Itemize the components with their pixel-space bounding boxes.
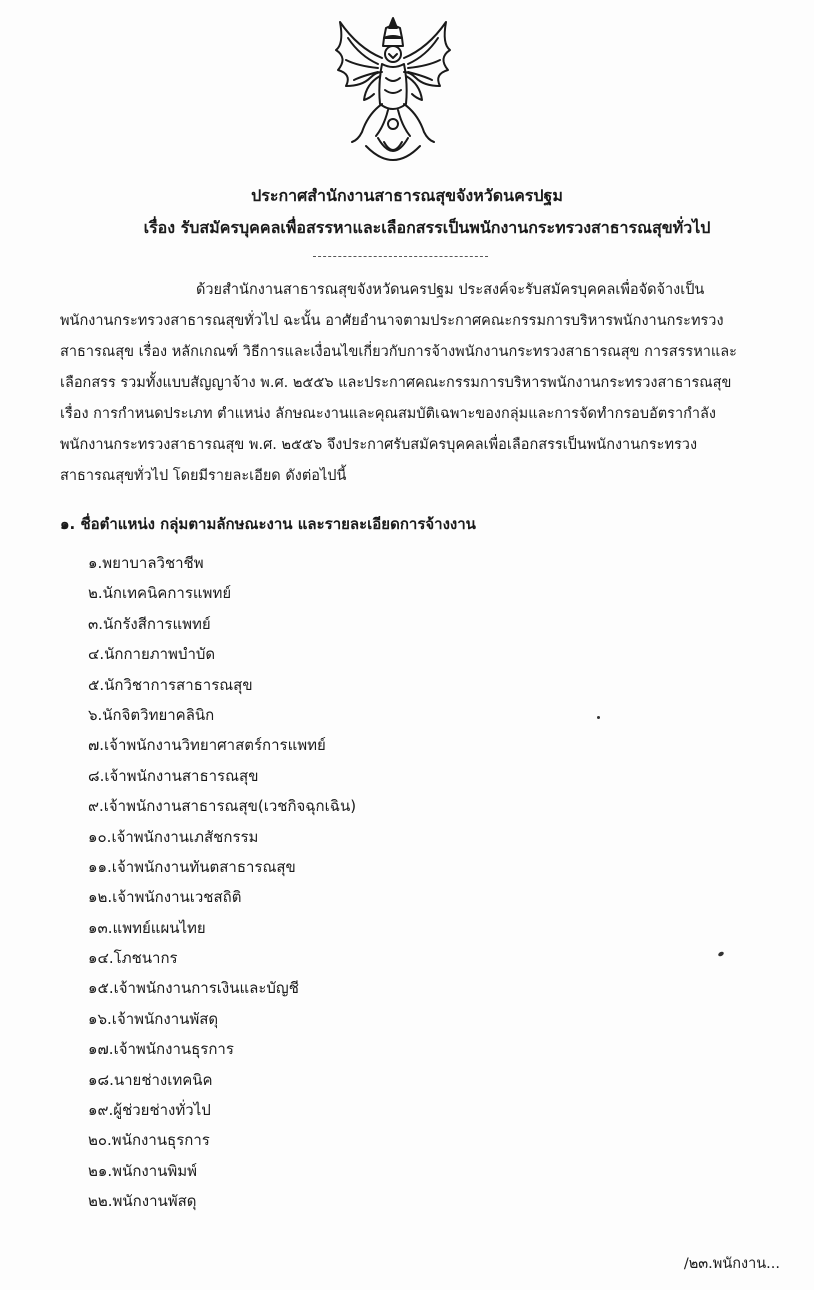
list-item: ๒.นักเทคนิคการแพทย์ [88, 584, 232, 603]
list-item: ๒๒.พนักงานพัสดุ [88, 1192, 197, 1211]
list-item: ๑๓.แพทย์แผนไทย [88, 918, 206, 937]
paragraph-line: เรื่อง การกำหนดประเภท ตำแหน่ง ลักษณะงานและคุณสมบัติเฉพาะของกลุ่มและการจัดทำกรอบอัตรากำลัง [60, 406, 716, 422]
list-item: ๒๐.พนักงานธุรการ [88, 1131, 210, 1150]
list-item: ๒๑.พนักงานพิมพ์ [88, 1161, 198, 1180]
list-item: ๑๕.เจ้าพนักงานการเงินและบัญชี [88, 979, 299, 998]
paragraph-line: เลือกสรร รวมทั้งแบบสัญญาจ้าง พ.ศ. ๒๕๕๖ และประกาศคณะกรรมการบริหารพนักงานกระทรวงสาธารณสุข [60, 375, 732, 391]
list-item: ๑๒.เจ้าพนักงานเวชสถิติ [88, 888, 242, 907]
list-item: ๑๗.เจ้าพนักงานธุรการ [88, 1040, 234, 1059]
list-item: ๑๐.เจ้าพนักงานเภสัชกรรม [88, 827, 259, 846]
announcement-subject: เรื่อง รับสมัครบุคคลเพื่อสรรหาและเลือกสรรเป็นพนักงานกระทรวงสาธารณสุขทั่วไป [143, 218, 711, 237]
list-item: ๖.นักจิตวิทยาคลินิก [88, 705, 215, 724]
paragraph-line: พนักงานกระทรวงสาธารณสุข พ.ศ. ๒๕๕๖ จึงประกาศรับสมัครบุคคลเพื่อเลือกสรรเป็นพนักงานกระทรวง [60, 437, 698, 453]
paragraph-line: สาธารณสุขทั่วไป โดยมีรายละเอียด ดังต่อไปนี้ [60, 468, 347, 484]
scan-speck [717, 951, 724, 957]
list-item: ๕.นักวิชาการสาธารณสุข [88, 675, 253, 694]
announcement-title: ประกาศสำนักงานสาธารณสุขจังหวัดนครปฐม [251, 186, 563, 205]
page-continuation: /๒๓.พนักงาน... [683, 1256, 780, 1272]
paragraph-line: ด้วยสำนักงานสาธารณสุขจังหวัดนครปฐม ประสงค์จะรับสมัครบุคคลเพื่อจัดจ้างเป็น [196, 282, 705, 298]
list-item: ๑๘.นายช่างเทคนิค [88, 1070, 213, 1089]
list-item: ๑๑.เจ้าพนักงานทันตสาธารณสุข [88, 857, 296, 876]
position-list [88, 552, 356, 1221]
section-heading: ๑. ชื่อตำแหน่ง กลุ่มตามลักษณะงาน และรายละเอียดการจ้างงาน [60, 515, 476, 533]
list-item: ๓.นักรังสีการแพทย์ [88, 614, 211, 633]
list-item: ๑๔.โภชนากร [88, 949, 178, 968]
scan-speck [597, 716, 600, 719]
list-item: ๑๙.ผู้ช่วยช่างทั่วไป [88, 1101, 211, 1120]
list-item: ๗.เจ้าพนักงานวิทยาศาสตร์การแพทย์ [88, 736, 326, 755]
list-item: ๘.เจ้าพนักงานสาธารณสุข [88, 766, 259, 785]
list-item: ๑๖.เจ้าพนักงานพัสดุ [88, 1009, 219, 1028]
garuda-emblem-icon [318, 14, 468, 174]
list-item: ๙.เจ้าพนักงานสาธารณสุข(เวชกิจฉุกเฉิน) [88, 797, 357, 816]
paragraph-line: สาธารณสุข เรื่อง หลักเกณฑ์ วิธีการและเงื่อนไขเกี่ยวกับการจ้างพนักงานกระทรวงสาธารณสุข การสรรหาและ [60, 344, 737, 360]
list-item: ๑.พยาบาลวิชาชีพ [88, 554, 204, 572]
list-item: ๔.นักกายภาพบำบัด [88, 645, 216, 664]
divider [313, 256, 488, 257]
paragraph-line: พนักงานกระทรวงสาธารณสุขทั่วไป ฉะนั้น อาศัยอำนาจตามประกาศคณะกรรมการบริหารพนักงานกระทรวง [60, 313, 724, 329]
